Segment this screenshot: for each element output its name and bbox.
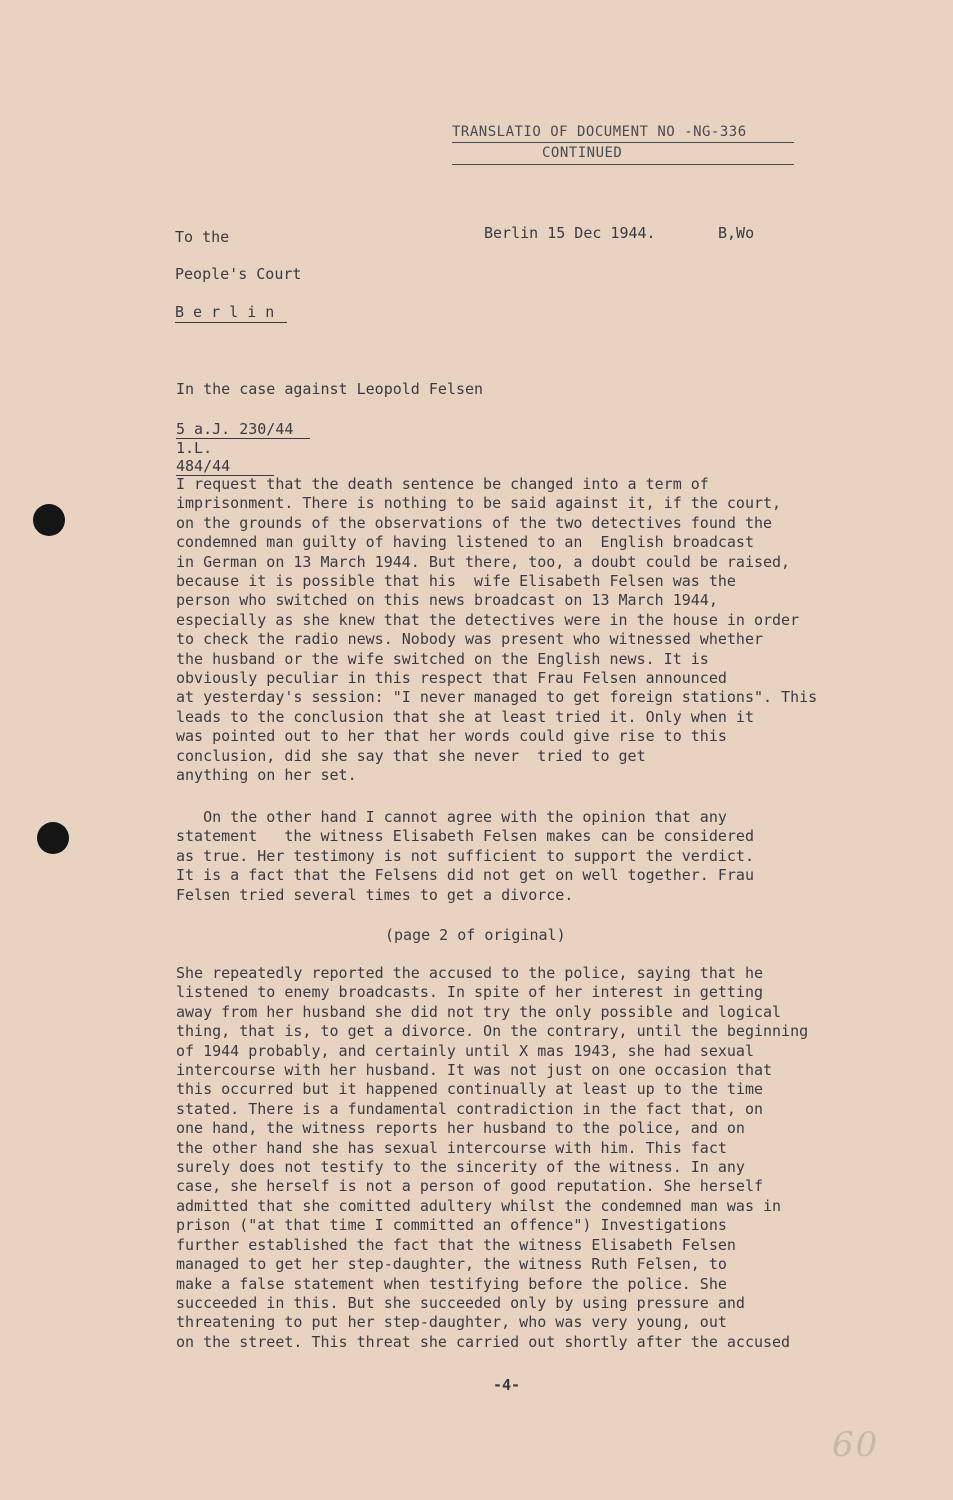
page-number: -4- [493,1376,521,1394]
text-line: obviously peculiar in this respect that Frau Felsen announced [176,669,727,688]
text-line: further established the fact that the witness Elisabeth Felsen [176,1235,736,1254]
text-line: especially as she knew that the detectives were in the house in order [176,610,800,629]
heading-rule [452,164,794,165]
text-line: I request that the death sentence be changed into a term of [176,475,709,493]
case-references [176,420,310,476]
text-line: in German on 13 March 1944. But there, too, a doubt could be raised, [176,552,791,571]
paragraph-request [176,475,817,786]
reference-line: 5 a.J. 230/44 [176,420,310,439]
address-to: To the [175,228,230,246]
punch-hole [33,504,65,536]
text-line: away from her husband she did not try the only possible and logical [176,1002,782,1021]
text-line: Felsen tried several times to get a divorce. [176,885,574,904]
text-line: was pointed out to her that her words could give rise to this [176,727,727,746]
address-court: People's Court [175,265,302,283]
text-line: statement the witness Elisabeth Felsen makes can be considered [176,827,754,846]
reference-line: 1.L. 484/44 [176,439,274,476]
text-line: to check the radio news. Nobody was present who witnessed whether [176,630,763,649]
text-line: case, she herself is not a person of good reputation. She herself [176,1177,763,1196]
text-line: admitted that she comitted adultery whilst the condemned man was in [176,1196,782,1215]
text-line: this occurred but it happened continually at least up to the time [176,1080,763,1099]
initials: B,Wo [718,224,755,242]
address-city: B e r l i n [175,303,287,323]
text-line: of 1944 probably, and certainly until X mas 1943, she had sexual [176,1041,754,1060]
text-line: imprisonment. There is nothing to be said against it, if the court, [176,494,782,513]
text-line: on the street. This threat she carried out shortly after the accused [176,1332,791,1351]
heading-line-2: CONTINUED [542,145,623,161]
paragraph-reports [176,964,808,1352]
text-line: at yesterday's session: "I never managed to get foreign stations". This [176,688,818,707]
text-line: the husband or the wife switched on the English news. It is [176,649,709,668]
text-line: on the grounds of the observations of the two detectives found the [176,513,773,532]
text-line: She repeatedly reported the accused to the police, saying that he [176,964,763,982]
text-line: anything on her set. [176,766,357,785]
text-line: leads to the conclusion that she at least tried it. Only when it [176,707,754,726]
text-line: surely does not testify to the sincerity of the witness. In any [176,1158,745,1177]
text-line: as true. Her testimony is not sufficient to support the verdict. [176,846,754,865]
letter-date: Berlin 15 Dec 1944. [484,224,656,242]
text-line: listened to enemy broadcasts. In spite of her interest in getting [176,983,763,1002]
text-line: threatening to put her step-daughter, who was very young, out [176,1313,727,1332]
document-heading [452,124,794,165]
text-line: On the other hand I cannot agree with the opinion that any [176,808,727,826]
text-line: intercourse with her husband. It was not just on one occasion that [176,1061,773,1080]
text-line: managed to get her step-daughter, the witness Ruth Felsen, to [176,1255,727,1274]
case-line: In the case against Leopold Felsen [176,380,484,398]
handwritten-page-number: 60 [832,1425,880,1465]
text-line: prison ("at that time I committed an offence") Investigations [176,1216,727,1235]
text-line: thing, that is, to get a divorce. On the contrary, until the beginning [176,1022,809,1041]
paragraph-witness [176,808,754,905]
text-line: the other hand she has sexual intercourse with him. This fact [176,1138,727,1157]
text-line: make a false statement when testifying before the police. She [176,1274,727,1293]
text-line: one hand, the witness reports her husband to the police, and on [176,1119,745,1138]
text-line: succeeded in this. But she succeeded only by using pressure and [176,1293,745,1312]
page-marker: (page 2 of original) [385,926,566,944]
text-line: It is a fact that the Felsens did not get on well together. Frau [176,866,754,885]
heading-line-1: TRANSLATIO OF DOCUMENT NO -NG-336 [452,124,794,143]
text-line: because it is possible that his wife Elisabeth Felsen was the [176,572,736,591]
text-line: conclusion, did she say that she never tried to get [176,746,646,765]
text-line: condemned man guilty of having listened to an English broadcast [176,533,754,552]
text-line: person who switched on this news broadcast on 13 March 1944, [176,591,718,610]
text-line: stated. There is a fundamental contradiction in the fact that, on [176,1099,763,1118]
punch-hole [37,822,69,854]
